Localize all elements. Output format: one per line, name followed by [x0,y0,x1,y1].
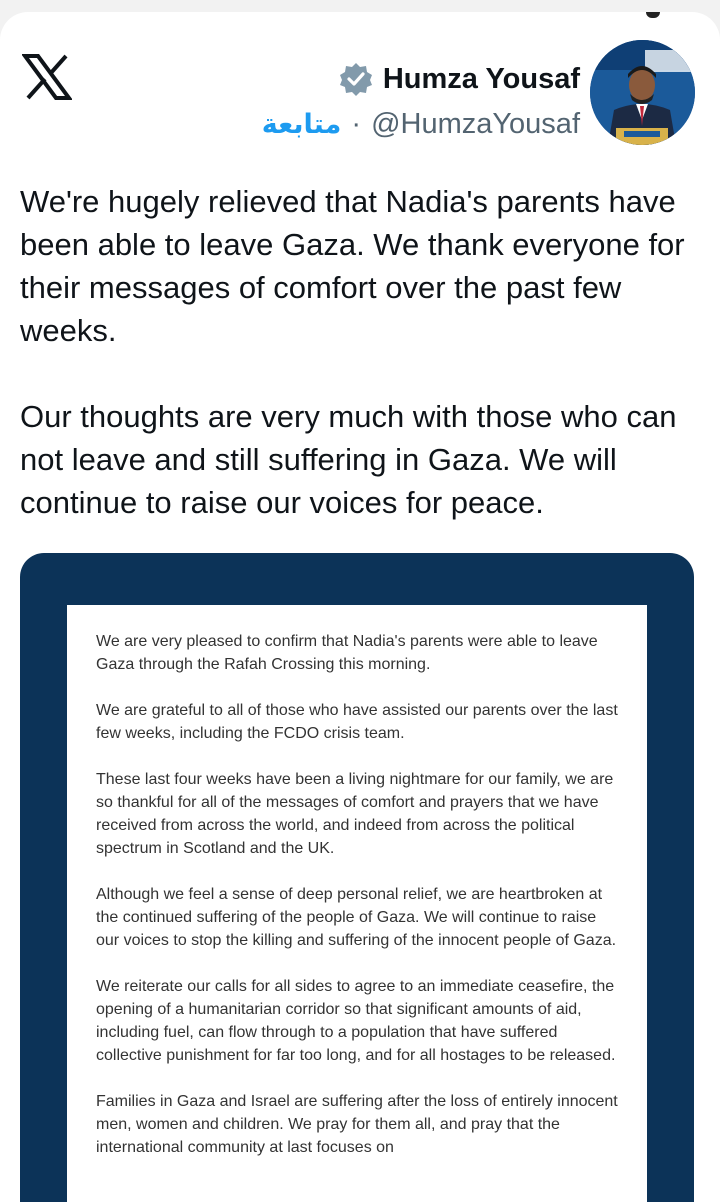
letter-paragraph-6: Families in Gaza and Israel are suffering after the loss of entirely innocent men, women and children. We pray for them all, and pray that the international community at last focuses on [96,1093,618,1156]
follow-button[interactable]: متابعة [261,109,342,140]
tweet-paragraph-1: We're hugely relieved that Nadia's parents have been able to leave Gaza. We thank everyone for their messages of comfort over the past few weeks. [20,184,685,348]
verified-badge-icon [339,62,373,96]
letter-paragraph-2: We are grateful to all of those who have assisted our parents over the last few weeks, including the FCDO crisis team. [96,702,618,742]
separator-dot: · [351,108,362,140]
tweet-paragraph-2: Our thoughts are very much with those who can not leave and still suffering in Gaza. We will continue to raise our voices for peace. [20,399,677,520]
x-logo-icon[interactable] [22,52,72,102]
avatar-photo [590,40,695,145]
author-handle-row [262,108,580,141]
letter-paragraph-5: We reiterate our calls for all sides to agree to an immediate ceasefire, the opening of a humanitarian corridor so that significant amounts of aid, including fuel, can flow through to a population that have suffered collective punishment for far too long, and for all hostages to be released. [96,978,616,1064]
top-edge-fragment [646,12,660,18]
author-name-row[interactable] [339,62,580,96]
avatar[interactable] [590,40,695,145]
tweet-image[interactable] [20,553,694,1202]
tweet-text [20,180,705,567]
author-display-name: Humza Yousaf [382,62,580,95]
statement-letter [67,605,647,1202]
tweet-card [0,12,720,1202]
letter-paragraph-3: These last four weeks have been a living nightmare for our family, we are so thankful for all of the messages of comfort and prayers that we have received from across the world, and indeed from across the political spectrum in Scotland and the UK. [96,771,614,857]
letter-paragraph-1: We are very pleased to confirm that Nadia's parents were able to leave Gaza through the Rafah Crossing this morning. [96,633,598,673]
author-handle[interactable]: @HumzaYousaf [371,108,580,140]
letter-paragraph-4: Although we feel a sense of deep personal relief, we are heartbroken at the continued suffering of the people of Gaza. We will continue to raise our voices to stop the killing and suffering of the innocent people of Gaza. [96,886,617,949]
